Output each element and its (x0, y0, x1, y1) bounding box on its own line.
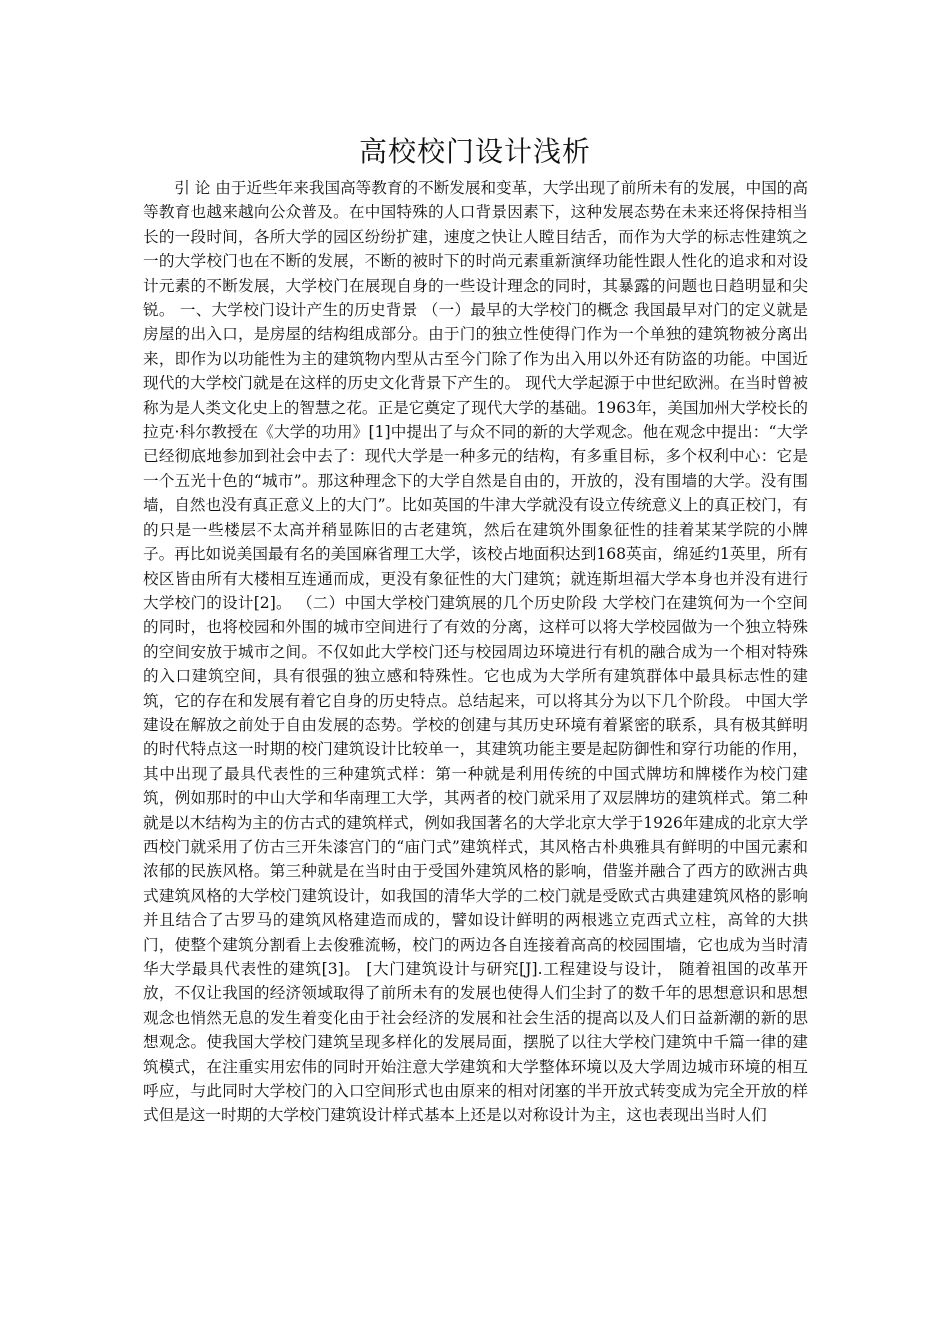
document-body: 引 论 由于近些年来我国高等教育的不断发展和变革，大学出现了前所未有的发展，中国的高等教育也越来越向公众普及。在中国特殊的人口背景因素下，这种发展态势在未来还将保持相当长的一段时间，各所大学的园区纷纷扩建，速度之快让人瞠目结舌，而作为大学的标志性建筑之一的大学校门也在不断的发展，不断的被时下的时尚元素重新演绎功能性跟人性化的追求和对设计元素的不断发展，大学校门在展现自身的一些设计理念的同时，其暴露的问题也日趋明显和尖锐。 一、大学校门设计产生的历史背景 （一）最早的大学校门的概念 我国最早对门的定义就是房屋的出入口，是房屋的结构组成部分。由于门的独立性使得门作为一个单独的建筑物被分离出来，即作为以功能性为主的建筑物内型从古至今门除了作为出入用以外还有防盗的功能。中国近现代的大学校门就是在这样的历史文化背景下产生的。 现代大学起源于中世纪欧洲。在当时曾被称为是人类文化史上的智慧之花。正是它奠定了现代大学的基础。1963年，美国加州大学校长的拉克·科尔教授在《大学的功用》[1]中提出了与众不同的新的大学观念。他在观念中提出：“大学已经彻底地参加到社会中去了：现代大学是一种多元的结构，有多重目标，多个权利中心：它是一个五光十色的“城市”。那这种理念下的大学自然是自由的，开放的，没有围墙的大学。没有围墙，自然也没有真正意义上的大门”。比如英国的牛津大学就没有设立传统意义上的真正校门，有的只是一些楼层不太高并稍显陈旧的古老建筑，然后在建筑外围象征性的挂着某某学院的小牌子。再比如说美国最有名的美国麻省理工大学，该校占地面积达到168英亩，绵延约1英里，所有校区皆由所有大楼相互连通而成，更没有象征性的大门建筑；就连斯坦福大学本身也并没有进行大学校门的设计[2]。 （二）中国大学校门建筑展的几个历史阶段 大学校门在建筑何为一个空间的同时，也将校园和外围的城市空间进行了有效的分离，这样可以将大学校园做为一个独立特殊的空间安放于城市之间。不仅如此大学校门还与校园周边环境进行有机的融合成为一个相对特殊的入口建筑空间，具有很强的独立感和特殊性。它也成为大学所有建筑群体中最具标志性的建筑，它的存在和发展有着它自身的历史特点。总结起来，可以将其分为以下几个阶段。 中国大学建设在解放之前处于自由发展的态势。学校的创建与其历史环境有着紧密的联系，具有极其鲜明的时代特点这一时期的校门建筑设计比较单一，其建筑功能主要是起防御性和穿行功能的作用，其中出现了最具代表性的三种建筑式样：第一种就是利用传统的中国式牌坊和牌楼作为校门建筑，例如那时的中山大学和华南理工大学，其两者的校门就采用了双层牌坊的建筑样式。第二种就是以木结构为主的仿古式的建筑样式，例如我国著名的大学北京大学于1926年建成的北京大学西校门就采用了仿古三开朱漆宫门的“庙门式”建筑样式，其风格古朴典雅具有鲜明的中国元素和浓郁的民族风格。第三种就是在当时由于受国外建筑风格的影响，借鉴并融合了西方的欧洲古典式建筑风格的大学校门建筑设计，如我国的清华大学的二校门就是受欧式古典建建筑风格的影响并且结合了古罗马的建筑风格建造而成的，譬如设计鲜明的两根逃立克西式立柱，高耸的大拱门，使整个建筑分割看上去俊雅流畅，校门的两边各自连接着高高的校园围墙，它也成为当时清华大学最具代表性的建筑[3]。 [大门建筑设计与研究[J].工程建设与设计， 随着祖国的改革开放，不仅让我国的经济领域取得了前所未有的发展也使得人们尘封了的数千年的思想意识和思想观念也悄然无息的发生着变化由于社会经济的发展和社会生活的提高以及人们日益新潮的新的思想观念。使我国大学校门建筑呈现多样化的发展局面，摆脱了以往大学校门建筑中千篇一律的建筑模式，在注重实用宏伟的同时开始注意大学建筑和大学整体环境以及大学周边城市环境的相互呼应，与此同时大学校门的入口空间形式也由原来的相对闭塞的半开放式转变成为完全开放的样式但是这一时期的大学校门建筑设计样式基本上还是以对称设计为主，这也表现出当时人们 (143, 179, 808, 1125)
document-title: 高校校门设计浅析 (358, 135, 591, 168)
